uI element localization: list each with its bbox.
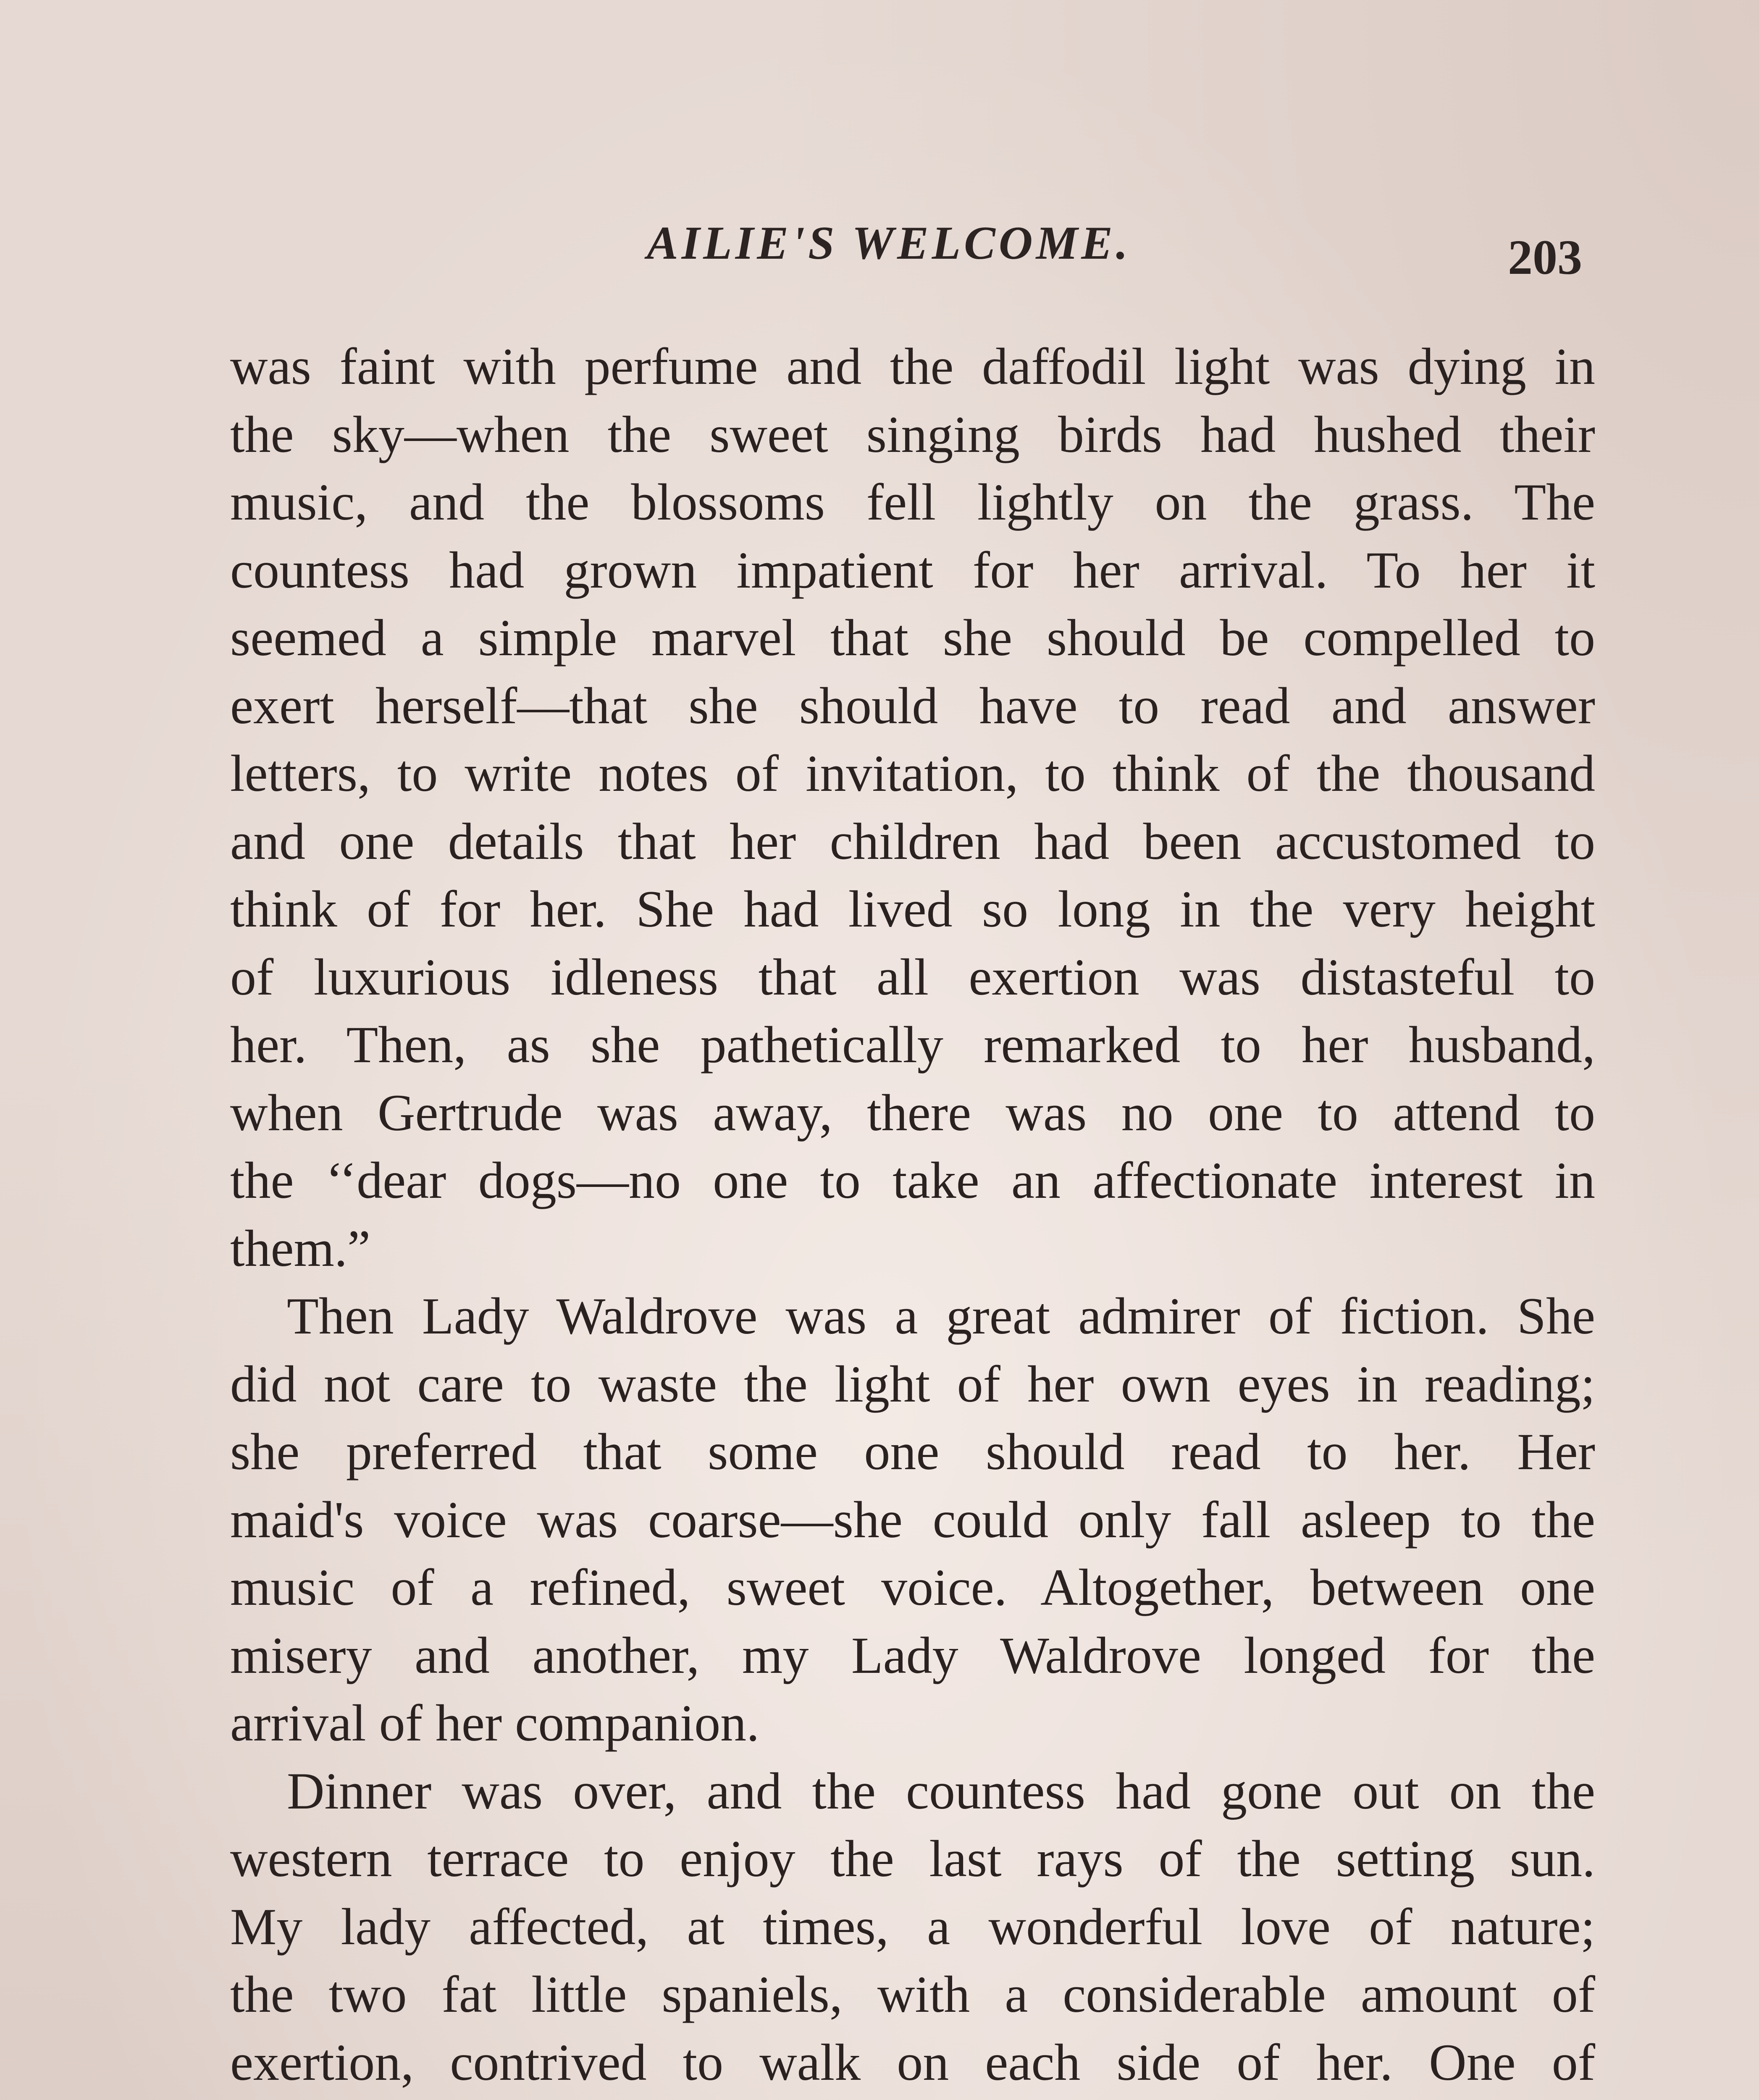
text-line: of luxurious idleness that all exertion was distasteful to bbox=[230, 948, 1595, 1006]
text-line: Dinner was over, and the countess had gone out on the bbox=[287, 1762, 1595, 1820]
running-title: AILIE'S WELCOME. bbox=[647, 217, 1131, 269]
text-line: did not care to waste the light of her own eyes in reading; bbox=[230, 1355, 1595, 1413]
text-line: her. Then, as she pathetically remarked to her husband, bbox=[230, 1016, 1595, 1074]
text-line: was faint with perfume and the daffodil light was dying in bbox=[230, 338, 1595, 395]
text-line: exertion, contrived to walk on each side of her. One of bbox=[230, 2033, 1595, 2091]
text-line: Then Lady Waldrove was a great admirer of fiction. She bbox=[287, 1287, 1595, 1345]
text-line: them.” bbox=[230, 1219, 370, 1277]
text-line: My lady affected, at times, a wonderful love of nature; bbox=[230, 1898, 1595, 1956]
text-line: seemed a simple marvel that she should be compelled to bbox=[230, 609, 1595, 667]
text-line: think of for her. She had lived so long in the very height bbox=[230, 880, 1595, 938]
text-line: the sky—when the sweet singing birds had hushed their bbox=[230, 405, 1595, 463]
text-line: the two fat little spaniels, with a considerable amount of bbox=[230, 1966, 1595, 2023]
text-line: arrival of her companion. bbox=[230, 1694, 760, 1752]
text-line: countess had grown impatient for her arrival. To her it bbox=[230, 541, 1595, 599]
body-text bbox=[230, 333, 1595, 2100]
text-line: misery and another, my Lady Waldrove longed for the bbox=[230, 1626, 1595, 1684]
text-line: letters, to write notes of invitation, to think of the thousand bbox=[230, 745, 1595, 802]
text-line: music, and the blossoms fell lightly on the grass. The bbox=[230, 473, 1595, 531]
text-line: when Gertrude was away, there was no one to attend to bbox=[230, 1084, 1595, 1142]
text-line: the ‘‘dear dogs—no one to take an affectionate interest in bbox=[230, 1152, 1595, 1209]
page-number: 203 bbox=[1508, 230, 1582, 285]
text-line: she preferred that some one should read to her. Her bbox=[230, 1423, 1595, 1480]
text-line: exert herself—that she should have to read and answer bbox=[230, 677, 1595, 735]
text-line: western terrace to enjoy the last rays of the setting sun. bbox=[230, 1830, 1595, 1887]
text-line bbox=[230, 2096, 1595, 2100]
text-line: maid's voice was coarse—she could only fall asleep to the bbox=[230, 1491, 1595, 1549]
text-line: and one details that her children had been accustomed to bbox=[230, 812, 1595, 870]
text-line: music of a refined, sweet voice. Altogether, between one bbox=[230, 1559, 1595, 1616]
